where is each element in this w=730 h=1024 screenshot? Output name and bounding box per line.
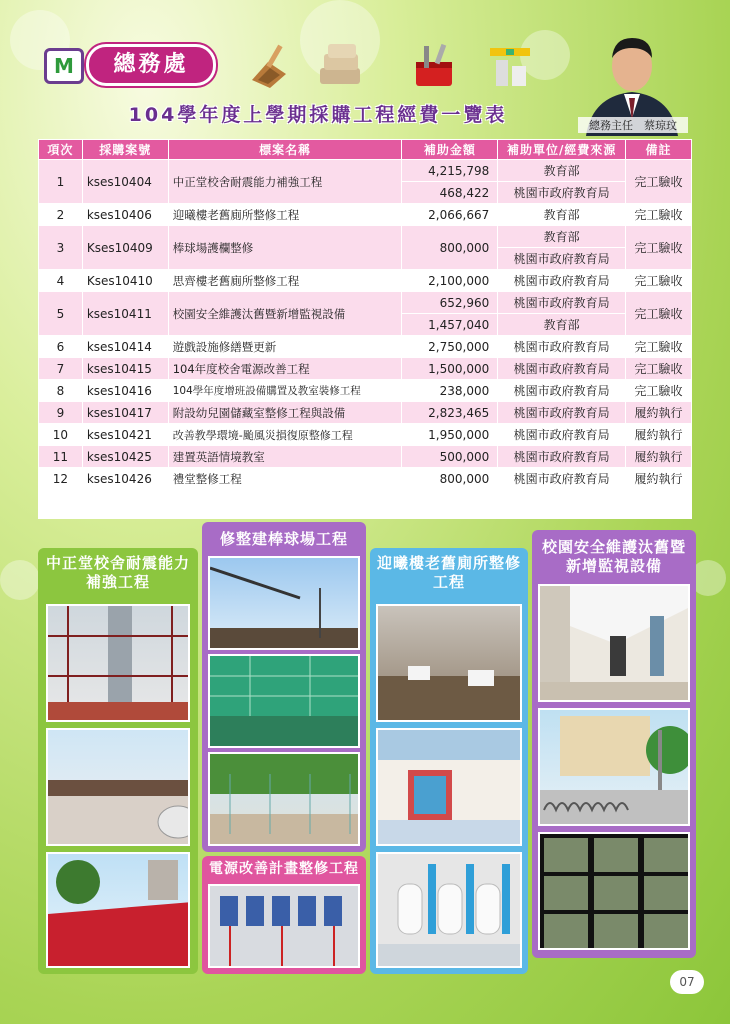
funding-source: 桃園市政府教育局	[498, 248, 626, 270]
funding-source: 桃園市政府教育局	[498, 182, 626, 204]
item-number: 1	[39, 160, 83, 204]
bokeh-light	[0, 560, 40, 600]
table-row	[39, 270, 692, 292]
item-number: 2	[39, 204, 83, 226]
column-header: 採購案號	[82, 140, 168, 160]
note: 完工驗收	[626, 270, 692, 292]
case-number: kses10416	[82, 380, 168, 402]
column-header: 補助單位/經費來源	[498, 140, 626, 160]
school-logo: M	[44, 48, 84, 84]
item-number: 10	[39, 424, 83, 446]
amount: 800,000	[402, 226, 498, 270]
panel-title: 中正堂校舍耐震能力補強工程	[45, 554, 190, 591]
panel-seismic-retrofit	[38, 548, 198, 974]
funding-source: 教育部	[498, 226, 626, 248]
item-number: 6	[39, 336, 83, 358]
table-row	[39, 292, 692, 314]
project-name: 禮堂整修工程	[168, 468, 402, 490]
project-name: 校園安全維護汰舊暨新增監視設備	[168, 292, 402, 336]
funding-source: 桃園市政府教育局	[498, 292, 626, 314]
trowel-icon	[248, 40, 292, 90]
item-number: 7	[39, 358, 83, 380]
column-header: 項次	[39, 140, 83, 160]
project-name: 104年度校舍電源改善工程	[168, 358, 402, 380]
table-row	[39, 424, 692, 446]
panel-title: 校園安全維護汰舊暨新增監視設備	[541, 538, 686, 575]
item-number: 4	[39, 270, 83, 292]
case-number: kses10425	[82, 446, 168, 468]
amount: 238,000	[402, 380, 498, 402]
amount: 4,215,798	[402, 160, 498, 182]
case-number: kses10415	[82, 358, 168, 380]
case-number: kses10426	[82, 468, 168, 490]
table-row	[39, 380, 692, 402]
funding-source: 桃園市政府教育局	[498, 380, 626, 402]
project-name: 改善教學環境-颱風災損復原整修工程	[168, 424, 402, 446]
amount: 2,100,000	[402, 270, 498, 292]
note: 完工驗收	[626, 292, 692, 336]
photo-steel-frame	[46, 604, 190, 722]
table-row	[39, 446, 692, 468]
note: 完工驗收	[626, 160, 692, 204]
column-header: 補助金額	[402, 140, 498, 160]
table-row	[39, 468, 692, 490]
case-number: kses10414	[82, 336, 168, 358]
amount: 2,066,667	[402, 204, 498, 226]
photo-urinals	[376, 852, 522, 968]
table-row	[39, 226, 692, 248]
panel-surveillance	[532, 530, 696, 958]
note: 履約執行	[626, 468, 692, 490]
funding-source: 桃園市政府教育局	[498, 336, 626, 358]
table-row	[39, 160, 692, 182]
amount: 500,000	[402, 446, 498, 468]
item-number: 11	[39, 446, 83, 468]
column-header: 標案名稱	[168, 140, 402, 160]
procurement-table	[38, 139, 692, 519]
photo-corridor	[538, 584, 690, 702]
funding-source: 桃園市政府教育局	[498, 424, 626, 446]
project-name: 迎曦樓老舊廁所整修工程	[168, 204, 402, 226]
amount: 652,960	[402, 292, 498, 314]
amount: 468,422	[402, 182, 498, 204]
case-number: kses10404	[82, 160, 168, 204]
case-number: Kses10410	[82, 270, 168, 292]
funding-source: 桃園市政府教育局	[498, 446, 626, 468]
amount: 1,950,000	[402, 424, 498, 446]
note: 履約執行	[626, 446, 692, 468]
funding-source: 桃園市政府教育局	[498, 270, 626, 292]
panel-title: 迎曦樓老舊廁所整修工程	[376, 554, 521, 591]
page-title: 104學年度上學期採購工程經費一覽表	[128, 104, 508, 126]
item-number: 8	[39, 380, 83, 402]
note: 完工驗收	[626, 226, 692, 270]
table-row	[39, 204, 692, 226]
note: 完工驗收	[626, 204, 692, 226]
table-header-row	[39, 140, 692, 160]
director-caption: 總務主任 蔡琼玟	[578, 117, 688, 133]
photo-roof-tank	[46, 728, 190, 846]
case-number: kses10421	[82, 424, 168, 446]
note: 完工驗收	[626, 380, 692, 402]
project-name: 中正堂校舍耐震能力補強工程	[168, 160, 402, 204]
photo-demolition	[376, 604, 522, 722]
cement-bags-icon	[318, 40, 362, 90]
photo-electrical-panel	[208, 884, 360, 968]
photo-crane-net	[208, 556, 360, 650]
project-name: 棒球場護欄整修	[168, 226, 402, 270]
panel-power-upgrade	[202, 856, 366, 974]
photo-green-cage	[208, 654, 360, 748]
project-name: 思齊樓老舊廁所整修工程	[168, 270, 402, 292]
funding-source: 桃園市政府教育局	[498, 358, 626, 380]
funding-source: 教育部	[498, 204, 626, 226]
amount: 1,500,000	[402, 358, 498, 380]
case-number: Kses10409	[82, 226, 168, 270]
photo-mural-wall	[376, 728, 522, 846]
photo-red-roof	[46, 852, 190, 968]
item-number: 5	[39, 292, 83, 336]
funding-source: 桃園市政府教育局	[498, 402, 626, 424]
funding-source: 教育部	[498, 314, 626, 336]
table-row	[39, 402, 692, 424]
project-name: 附設幼兒園儲藏室整修工程與設備	[168, 402, 402, 424]
table-row	[39, 336, 692, 358]
level-icon	[488, 40, 532, 90]
item-number: 9	[39, 402, 83, 424]
photo-fence	[208, 752, 360, 846]
note: 完工驗收	[626, 336, 692, 358]
funding-source: 教育部	[498, 160, 626, 182]
toolbox-icon	[412, 40, 456, 90]
note: 履約執行	[626, 424, 692, 446]
panel-title: 修整建棒球場工程	[219, 530, 348, 548]
funding-source: 桃園市政府教育局	[498, 468, 626, 490]
case-number: kses10406	[82, 204, 168, 226]
project-name: 104學年度增班設備購置及教室裝修工程	[168, 380, 402, 402]
table-row	[39, 358, 692, 380]
item-number: 12	[39, 468, 83, 490]
panel-baseball-field	[202, 522, 366, 852]
department-badge: 總務處	[86, 44, 216, 86]
amount: 800,000	[402, 468, 498, 490]
note: 履約執行	[626, 402, 692, 424]
case-number: kses10411	[82, 292, 168, 336]
amount: 2,823,465	[402, 402, 498, 424]
photo-street-camera	[538, 708, 690, 826]
panel-title: 電源改善計畫整修工程	[209, 861, 359, 877]
case-number: kses10417	[82, 402, 168, 424]
photo-monitor-grid	[538, 832, 690, 950]
amount: 2,750,000	[402, 336, 498, 358]
amount: 1,457,040	[402, 314, 498, 336]
column-header: 備註	[626, 140, 692, 160]
note: 完工驗收	[626, 358, 692, 380]
panel-restroom	[370, 548, 528, 974]
project-name: 遊戲設施修繕暨更新	[168, 336, 402, 358]
item-number: 3	[39, 226, 83, 270]
project-name: 建置英語情境教室	[168, 446, 402, 468]
page-number: 07	[670, 970, 704, 994]
